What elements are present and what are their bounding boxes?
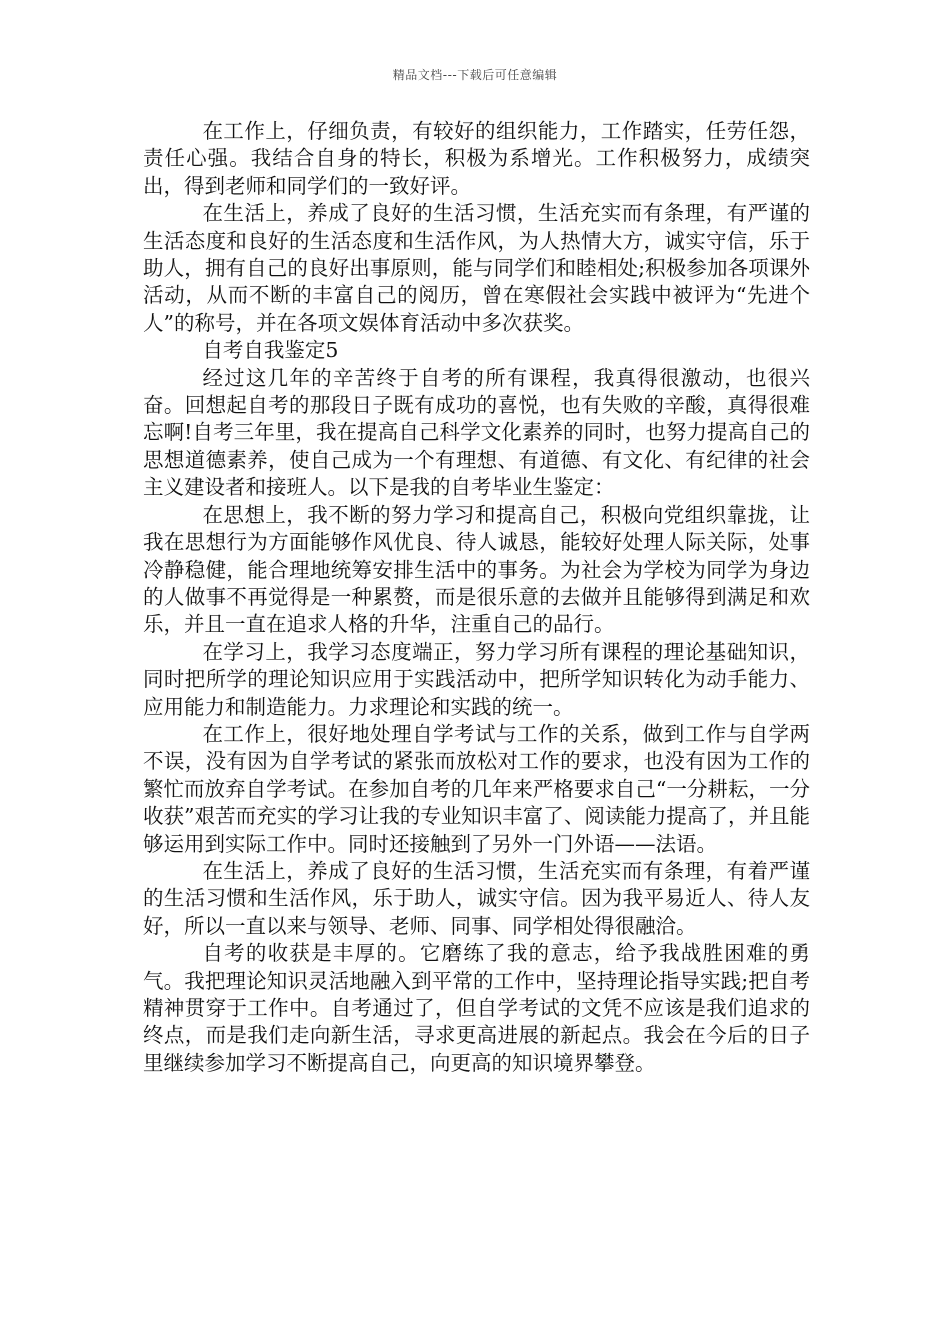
paragraph-life: 在生活上，养成了良好的生活习惯，生活充实而有条理，有严谨的生活态度和良好的生活态度和生活作风，为人热情大方，诚实守信，乐于助人，拥有自己的良好出事原则，能与同学们和睦相处;积极参加各项课外活动，从而不断的丰富自己的阅历，曾在寒假社会实践中被评为“先进个人”的称号，并在各项文娱体育活动中多次获奖。	[143, 201, 810, 335]
paragraph-thought: 在思想上，我不断的努力学习和提高自己，积极向党组织靠拢，让我在思想行为方面能够作风优良、待人诚恳，能较好处理人际关际，处事冷静稳健，能合理地统筹安排生活中的事务。为社会为学校为同学为身边的人做事不再觉得是一种累赘，而是很乐意的去做并且能够得到满足和欢乐，并且一直在追求人格的升华，注重自己的品行。	[143, 502, 810, 637]
paragraph-life-2: 在生活上，养成了良好的生活习惯，生活充实而有条理，有着严谨的生活习惯和生活作风，乐于助人，诚实守信。因为我平易近人、待人友好，所以一直以来与领导、老师、同事、同学相处得很融洽。	[143, 858, 810, 938]
paragraph-work: 在工作上，仔细负责，有较好的组织能力，工作踏实，任劳任怨，责任心强。我结合自身的特长，积极为系增光。工作积极努力，成绩突出，得到老师和同学们的一致好评。	[143, 119, 810, 198]
page-header: 精品文档---下载后可任意编辑	[392, 68, 558, 82]
paragraph-conclusion: 自考的收获是丰厚的。它磨练了我的意志，给予我战胜困难的勇气。我把理论知识灵活地融入到平常的工作中，坚持理论指导实践;把自考精神贯穿于工作中。自考通过了，但自学考试的文凭不应该是我们追求的终点，而是我们走向新生活，寻求更高进展的新起点。我会在今后的日子里继续参加学习不断提高自己，向更高的知识境界攀登。	[143, 941, 810, 1075]
paragraph-intro: 经过这几年的辛苦终于自考的所有课程，我真得很激动，也很兴奋。回想起自考的那段日子既有成功的喜悦，也有失败的辛酸，真得很难忘啊!自考三年里，我在提高自己科学文化素养的同时，也努力提高自己的思想道德素养，使自己成为一个有理想、有道德、有文化、有纪律的社会主义建设者和接班人。以下是我的自考毕业生鉴定：	[143, 365, 810, 500]
paragraph-study: 在学习上，我学习态度端正，努力学习所有课程的理论基础知识，同时把所学的理论知识应用于实践活动中，把所学知识转化为动手能力、应用能力和制造能力。力求理论和实践的统一。	[143, 639, 810, 719]
document-body	[143, 118, 810, 1077]
section-heading: 自考自我鉴定5	[202, 338, 339, 363]
paragraph-work-2: 在工作上，很好地处理自学考试与工作的关系，做到工作与自学两不误，没有因为自学考试的紧张而放松对工作的要求，也没有因为工作的繁忙而放弃自学考试。在参加自考的几年来严格要求自己“一分耕耘，一分收获”艰苦而充实的学习让我的专业知识丰富了、阅读能力提高了，并且能够运用到实际工作中。同时还接触到了另外一门外语——法语。	[143, 721, 810, 856]
